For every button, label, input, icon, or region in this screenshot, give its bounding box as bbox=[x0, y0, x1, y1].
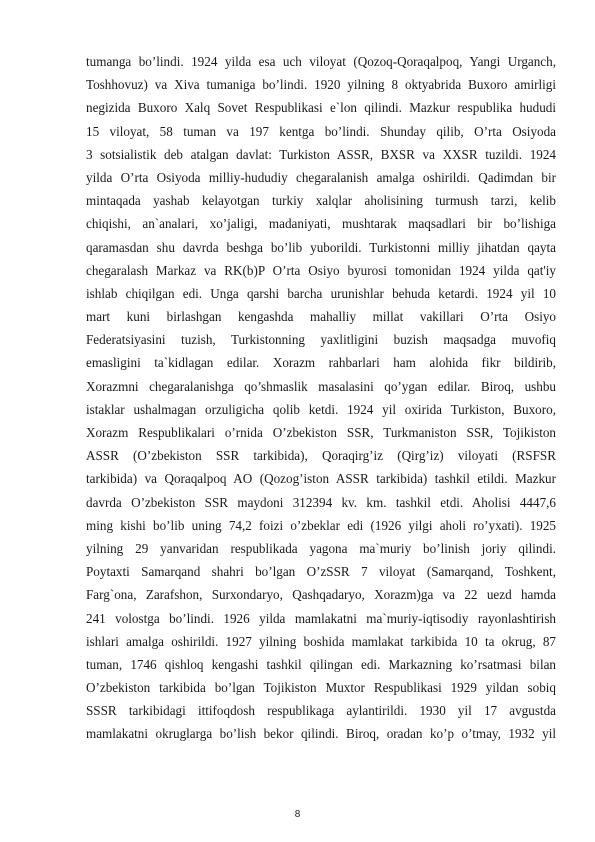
text-line: ishlab chiqilgan edi. Unga qarshi barcha urunishlar behuda ketardi. 1924 yil 10 bbox=[86, 285, 556, 301]
text-line: Farg`ona, Zarafshon, Surxondaryo, Qashqadaryo, Xorazm)ga va 22 uezd hamda bbox=[86, 587, 556, 603]
text-line: yilning 29 yanvaridan respublikada yagona ma`muriy bo’linish joriy qilindi. bbox=[86, 540, 556, 556]
text-line: Toshhovuz) va Xiva tumaniga bo’lindi. 1920 yilning 8 oktyabrida Buxoro amirligi bbox=[86, 77, 556, 93]
text-line: davrda O’zbekiston SSR maydoni 312394 kv. km. tashkil etdi. Aholisi 4447,6 bbox=[86, 494, 556, 510]
text-line: negizida Buxoro Xalq Sovet Respublikasi e`lon qilindi. Mazkur respublika hududi bbox=[86, 100, 556, 116]
text-line: qaramasdan shu davrda beshga bo’lib yuborildi. Turkistonni milliy jihatdan qayta bbox=[86, 239, 556, 255]
text-line: chegaralash Markaz va RK(b)P O’rta Osiyo byurosi tomonidan 1924 yilda qat'iy bbox=[86, 262, 556, 278]
text-line: ming kishi bo’lib uning 74,2 foizi o’zbeklar edi (1926 yilgi aholi ro’yxati). 1925 bbox=[86, 517, 556, 533]
text-line: Xorazm Respublikalari o’rnida O’zbekiston SSR, Turkmaniston SSR, Tojikiston bbox=[86, 425, 556, 440]
text-line: 15 viloyat, 58 tuman va 197 kentga bo’lindi. Shunday qilib, O’rta Osiyoda bbox=[86, 123, 556, 139]
text-line: mamlakatni okruglarga bo’lish bekor qilindi. Biroq, oradan ko’p o’tmay, 1932 yil bbox=[86, 726, 556, 742]
text-line: tumanga bo’lindi. 1924 yilda esa uch viloyat (Qozoq-Qoraqalpoq, Yangi Urganch, bbox=[86, 54, 556, 69]
text-line: ASSR (O’zbekiston SSR tarkibida), Qoraqirg’iz (Qirg’iz) viloyati (RSFSR bbox=[86, 448, 556, 464]
text-line: Xorazmni chegaralanishga qo’shmaslik masalasini qo’ygan edilar. Biroq, ushbu bbox=[86, 378, 556, 394]
text-line: 3 sotsialistik deb atalgan davlat: Turkiston ASSR, BXSR va XXSR tuzildi. 1924 bbox=[86, 146, 556, 162]
text-line: chiqishi, an`analari, xo’jaligi, madaniyati, mushtarak maqsadlari bir bo’lishiga bbox=[86, 216, 556, 232]
text-line: O’zbekiston tarkibida bo’lgan Tojikiston Muxtor Respublikasi 1929 yildan sobiq bbox=[86, 680, 556, 696]
text-line: emasligini ta`kidlagan edilar. Xorazm rahbarlari ham alohida fikr bildirib, bbox=[86, 355, 556, 371]
text-line: tuman, 1746 qishloq kengashi tashkil qilingan edi. Markazning ko’rsatmasi bilan bbox=[86, 656, 556, 672]
text-line: 241 volostga bo’lindi. 1926 yilda mamlakatni ma`muriy-iqtisodiy rayonlashtirish bbox=[86, 610, 556, 626]
text-line: yilda O’rta Osiyoda milliy-hududiy chegaralanish amalga oshirildi. Qadimdan bir bbox=[86, 169, 556, 185]
text-line: SSSR tarkibidagi ittifoqdosh respublikaga aylantirildi. 1930 yil 17 avgustda bbox=[86, 703, 556, 719]
text-line: Poytaxti Samarqand shahri bo’lgan O’zSSR 7 viloyat (Samarqand, Toshkent, bbox=[86, 564, 556, 580]
text-line: tarkibida) va Qoraqalpoq AO (Qozog’iston ASSR tarkibida) tashkil etildi. Mazkur bbox=[86, 471, 556, 487]
text-line: Federatsiyasini tuzish, Turkistonning yaxlitligini buzish maqsadga muvofiq bbox=[86, 332, 556, 348]
text-line: istaklar ushalmagan orzuligicha qolib ketdi. 1924 yil oxirida Turkiston, Buxoro, bbox=[86, 401, 556, 417]
text-line: mintaqada yashab kelayotgan turkiy xalqlar aholisining turmush tarzi, kelib bbox=[86, 193, 556, 209]
text-line: ishlari amalga oshirildi. 1927 yilning boshida mamlakat tarkibida 10 ta okrug, 87 bbox=[86, 633, 556, 649]
page-number: 8 bbox=[294, 809, 301, 820]
body-text bbox=[86, 50, 556, 746]
text-line: mart kuni birlashgan kengashda mahalliy millat vakillari O’rta Osiyo bbox=[86, 309, 556, 325]
